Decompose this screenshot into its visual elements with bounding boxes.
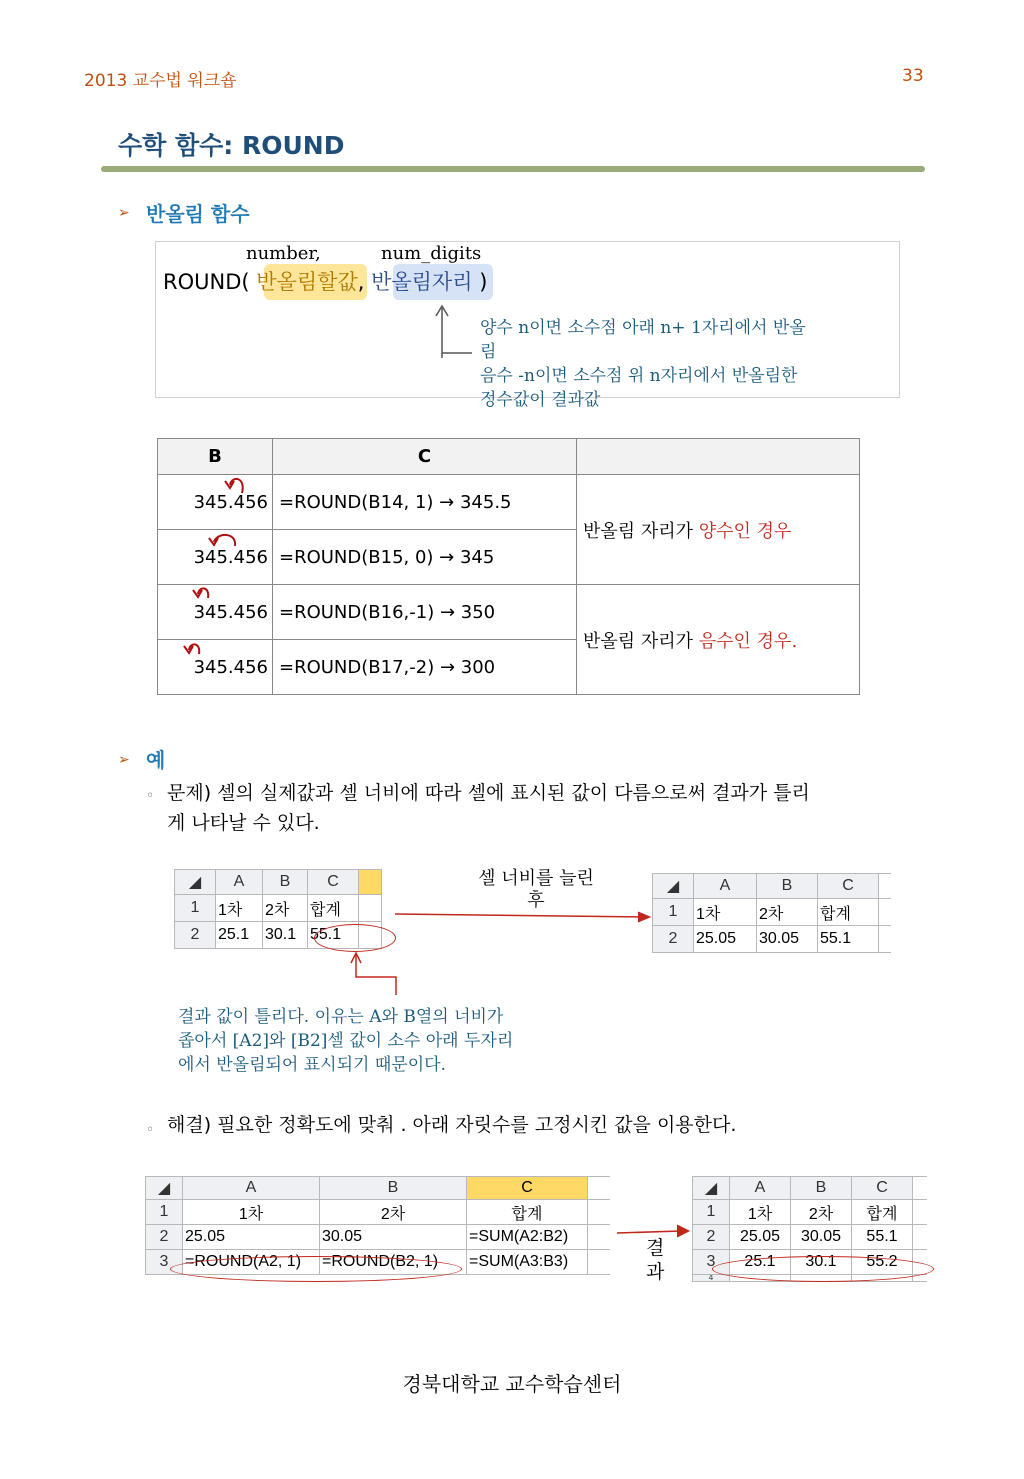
cell: 25.05 xyxy=(183,1225,320,1250)
cell: 2차 xyxy=(263,895,308,922)
row-header: 1 xyxy=(693,1200,730,1225)
cell: 55.1 xyxy=(308,922,359,949)
cell: 25.05 xyxy=(730,1225,791,1250)
bullet-arrow-icon: ➢ xyxy=(118,752,130,768)
sheet-arrows xyxy=(340,905,660,1000)
formula-cell: =ROUND(B16,-1) → 350 xyxy=(273,585,577,640)
result-highlight-oval xyxy=(712,1256,934,1282)
value-cell: 345.456 xyxy=(158,475,273,530)
selected-col-header: C xyxy=(467,1177,588,1200)
caption-line: 좁아서 [A2]와 [B2]셀 값이 소수 아래 두자리 xyxy=(178,1031,514,1051)
cell: 1차 xyxy=(216,895,263,922)
group-note-highlight: 음수인 경우 xyxy=(698,630,792,652)
spreadsheet-after xyxy=(652,873,891,953)
col-header: A xyxy=(183,1177,320,1200)
cell: 25.05 xyxy=(694,926,757,953)
cell: 25.1 xyxy=(216,922,263,949)
syntax-arg1: 반올림할값 xyxy=(256,270,358,294)
caption-line: 에서 반올림되어 표시되기 때문이다. xyxy=(178,1055,446,1075)
col-header: B xyxy=(263,870,308,895)
cell: =SUM(A3:B3) xyxy=(467,1250,588,1275)
problem-line: 문제) 셀의 실제값과 셀 너비에 따라 셀에 표시된 값이 다름으로써 결과가 틀리 xyxy=(167,782,810,804)
group-note-prefix: 반올림 자리가 xyxy=(583,520,699,542)
cell: 2차 xyxy=(791,1200,852,1225)
cell: 합계 xyxy=(818,899,879,926)
cell: 30.1 xyxy=(791,1250,852,1275)
note-line: 정수값이 결과값 xyxy=(480,390,601,410)
round-digit-arrow-icon xyxy=(203,530,239,552)
page-number: 33 xyxy=(902,66,924,86)
col-header-blank xyxy=(577,439,860,475)
row-header: 2 xyxy=(175,922,216,949)
value-cell: 345.456 xyxy=(158,640,273,695)
solution-text: 해결) 필요한 정확도에 맞춰 . 아래 자릿수를 고정시킨 값을 이용한다. xyxy=(167,1114,737,1136)
note-line: 음수 -n이면 소수점 위 n자리에서 반올림한 xyxy=(480,366,798,386)
cell: 30.1 xyxy=(263,922,308,949)
row-header: 3 xyxy=(693,1250,730,1275)
row-header: 2 xyxy=(653,926,694,953)
col-header: A xyxy=(216,870,263,895)
title-divider xyxy=(101,166,925,172)
col-header: A xyxy=(730,1177,791,1200)
round-digit-arrow-icon xyxy=(220,473,250,497)
cell: 25.1 xyxy=(730,1250,791,1275)
corner-cell: ◢ xyxy=(175,870,216,895)
cell: 55.2 xyxy=(852,1250,913,1275)
formula-cell: =ROUND(B15, 0) → 345 xyxy=(273,530,577,585)
problem-text xyxy=(167,778,927,838)
syntax-open: ROUND( xyxy=(163,270,250,294)
cell: 합계 xyxy=(308,895,359,922)
bullet-arrow-icon: ➢ xyxy=(118,205,130,221)
section-heading-round: 반올림 함수 xyxy=(146,202,250,226)
value-cell: 345.456 xyxy=(158,530,273,585)
syntax-pointer-arrow xyxy=(432,300,482,360)
arrow-label-line: 후 xyxy=(527,890,545,911)
col-header: A xyxy=(694,874,757,899)
row-header: 1 xyxy=(653,899,694,926)
col-header-c: C xyxy=(273,439,577,475)
cell: 1차 xyxy=(183,1200,320,1225)
row-header: 2 xyxy=(146,1225,183,1250)
syntax-arg2: 반올림자리 xyxy=(371,270,473,294)
cell: 2차 xyxy=(320,1200,467,1225)
col-header: B xyxy=(757,874,818,899)
param-number-label: number, xyxy=(246,243,321,264)
row-header: 4 xyxy=(693,1275,730,1282)
table-header-row xyxy=(158,439,860,475)
round-digit-arrow-icon xyxy=(190,584,214,604)
selected-col-header xyxy=(359,870,382,895)
param-num-digits-label: num_digits xyxy=(381,243,482,264)
row-header: 2 xyxy=(693,1225,730,1250)
row-header: 1 xyxy=(146,1200,183,1225)
col-header: C xyxy=(852,1177,913,1200)
cell: 55.1 xyxy=(818,926,879,953)
note-line: 림 xyxy=(480,342,497,362)
col-header-b: B xyxy=(158,439,273,475)
table-row xyxy=(158,475,860,530)
footer: 경북대학교 교수학습센터 xyxy=(402,1372,622,1396)
cell: 1차 xyxy=(730,1200,791,1225)
caption-line: 결과 값이 틀리다. 이유는 A와 B열의 너비가 xyxy=(178,1007,504,1027)
corner-cell: ◢ xyxy=(146,1177,183,1200)
table-row xyxy=(158,585,860,640)
problem-line: 게 나타날 수 있다. xyxy=(167,812,320,834)
sub-bullet-icon: ◦ xyxy=(146,788,155,804)
formula-cell: =ROUND(B14, 1) → 345.5 xyxy=(273,475,577,530)
col-header: B xyxy=(320,1177,467,1200)
group-note-suffix: . xyxy=(791,630,798,652)
cell: 1차 xyxy=(694,899,757,926)
cell: =ROUND(A2, 1) xyxy=(183,1250,320,1275)
corner-cell: ◢ xyxy=(653,874,694,899)
arrow-label xyxy=(466,868,606,912)
group-note-prefix: 반올림 자리가 xyxy=(583,630,699,652)
section-heading-example: 예 xyxy=(146,748,166,772)
corner-cell: ◢ xyxy=(693,1177,730,1200)
col-header: C xyxy=(308,870,359,895)
formula-cell: =ROUND(B17,-2) → 300 xyxy=(273,640,577,695)
group-positive-note xyxy=(577,475,860,585)
cell: 30.05 xyxy=(791,1225,852,1250)
round-example-table xyxy=(157,438,860,695)
cell: 2차 xyxy=(757,899,818,926)
sub-bullet-icon: ◦ xyxy=(146,1122,155,1138)
syntax-line xyxy=(163,266,487,296)
row-header: 3 xyxy=(146,1250,183,1275)
result-label-line: 결 xyxy=(646,1237,665,1259)
group-negative-note xyxy=(577,585,860,695)
cell: 합계 xyxy=(852,1200,913,1225)
cell: 55.1 xyxy=(852,1225,913,1250)
col-header: C xyxy=(818,874,879,899)
row-header: 1 xyxy=(175,895,216,922)
cell: 30.05 xyxy=(320,1225,467,1250)
result-label xyxy=(646,1236,664,1284)
cell: =SUM(A2:B2) xyxy=(467,1225,588,1250)
result-label-line: 과 xyxy=(646,1261,665,1283)
round-digit-arrow-icon xyxy=(181,640,205,660)
cell: 합계 xyxy=(467,1200,588,1225)
col-header: B xyxy=(791,1177,852,1200)
group-note-highlight: 양수인 경우 xyxy=(698,520,792,542)
page-title: 수학 함수: ROUND xyxy=(118,131,345,160)
cell: =ROUND(B2, 1) xyxy=(320,1250,467,1275)
syntax-comma: , xyxy=(357,270,365,294)
syntax-close: ) xyxy=(479,270,488,294)
header-title: 2013 교수법 워크숍 xyxy=(84,71,237,91)
note-line: 양수 n이면 소수점 아래 n+ 1자리에서 반올 xyxy=(480,318,806,338)
arrow-label-line: 셀 너비를 늘린 xyxy=(478,868,594,889)
value-cell: 345.456 xyxy=(158,585,273,640)
syntax-notes xyxy=(480,316,806,412)
error-caption xyxy=(178,1005,513,1077)
cell: 30.05 xyxy=(757,926,818,953)
round-formula-oval xyxy=(170,1256,462,1282)
